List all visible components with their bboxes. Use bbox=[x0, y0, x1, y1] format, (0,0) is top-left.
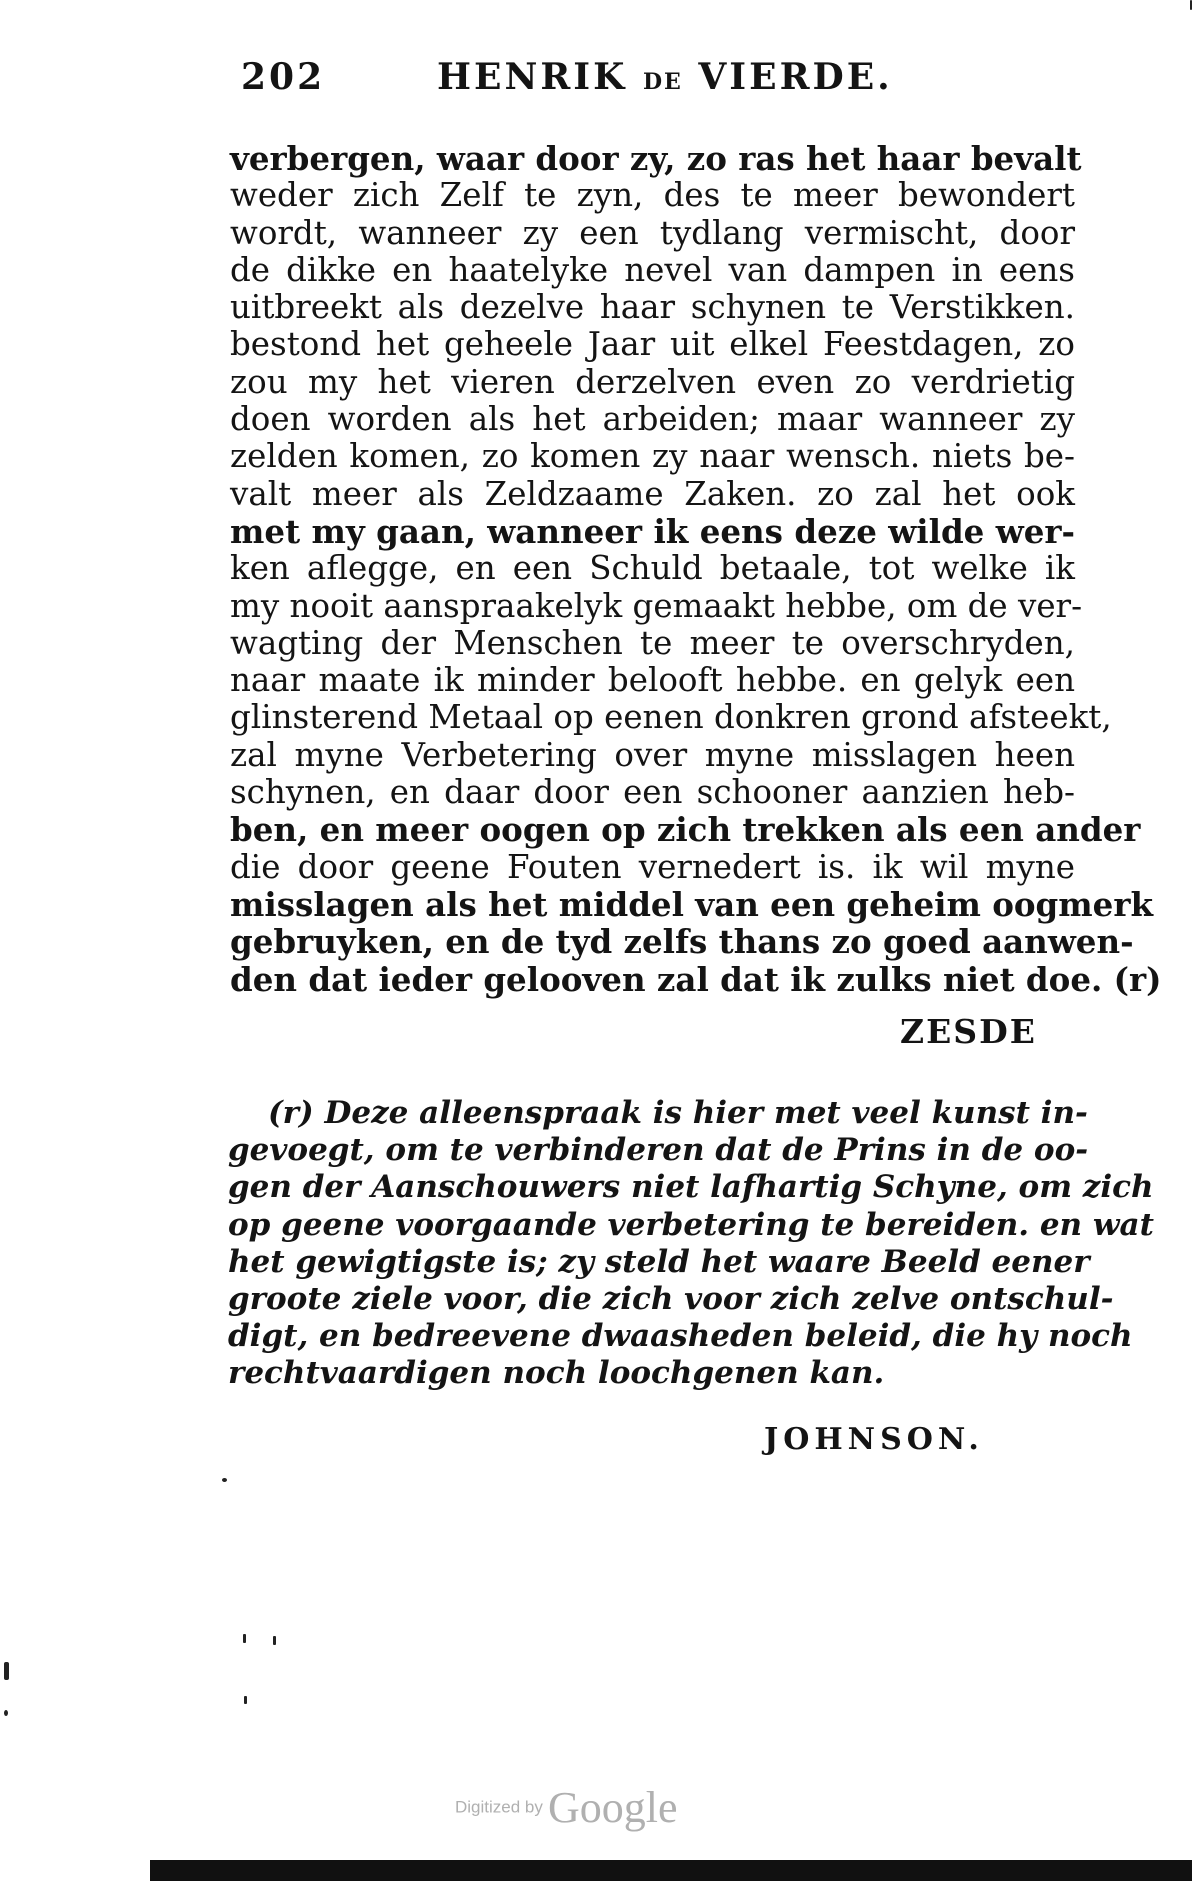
text-line: die door geene Fouten vernedert is. ik wil myne bbox=[230, 847, 1075, 886]
text-line: valt meer als Zeldzaame Zaken. zo zal het ook bbox=[230, 474, 1075, 513]
footnote-line: het gewigtigste is; zy steld het waare Beeld eener bbox=[228, 1243, 1090, 1280]
text-line: zal myne Verbetering over myne misslagen heen bbox=[230, 735, 1075, 774]
watermark-brand: Google bbox=[547, 1783, 678, 1832]
text-line: schynen, en daar door een schooner aanzien heb- bbox=[230, 773, 1075, 812]
text-line: wordt, wanneer zy een tydlang vermischt, door bbox=[230, 213, 1075, 252]
text-line: ken aflegge, en een Schuld betaale, tot welke ik bbox=[230, 549, 1075, 588]
running-title-small: DE bbox=[642, 69, 683, 95]
ink-speck bbox=[4, 1662, 9, 1680]
footnote-line: digt, en bedreevene dwaasheden beleid, die hy noch bbox=[228, 1318, 1133, 1355]
footnote-line: groote ziele voor, die zich voor zich zelve ontschul- bbox=[228, 1280, 1114, 1317]
text-line: gebruyken, en de tyd zelfs thans zo goed aanwen- bbox=[230, 922, 1134, 962]
text-line: ben, en meer oogen op zich trekken als een ander bbox=[230, 810, 1141, 850]
text-line: verbergen, waar door zy, zo ras het haar bevalt bbox=[230, 139, 1082, 178]
running-title-part1: HENRIK bbox=[437, 56, 628, 98]
ink-speck bbox=[4, 1710, 8, 1716]
footnote-line: op geene voorgaande verbetering te bereiden. en wat bbox=[228, 1206, 1154, 1243]
footnote-line: (r) Deze alleenspraak is hier met veel kunst in- bbox=[268, 1095, 1088, 1131]
text-line: den dat ieder gelooven zal dat ik zulks niet doe. (r) bbox=[230, 959, 1162, 999]
ink-speck bbox=[273, 1636, 276, 1645]
running-header bbox=[241, 56, 931, 106]
ink-speck bbox=[244, 1696, 247, 1704]
text-line: met my gaan, wanneer ik eens deze wilde wer- bbox=[230, 511, 1075, 551]
digitized-watermark bbox=[455, 1782, 678, 1833]
page-number: 202 bbox=[241, 56, 326, 98]
text-line: wagting der Menschen te meer te overschryden, bbox=[230, 623, 1075, 662]
text-line: bestond het geheele Jaar uit elkel Feestdagen, zo bbox=[230, 325, 1075, 364]
text-line: doen worden als het arbeiden; maar wanneer zy bbox=[230, 400, 1075, 439]
text-line: naar maate ik minder belooft hebbe. en gelyk een bbox=[230, 661, 1075, 700]
attribution: JOHNSON. bbox=[764, 1422, 984, 1457]
text-line: weder zich Zelf te zyn, des te meer bewondert bbox=[230, 176, 1075, 215]
scan-edge-bar bbox=[150, 1860, 1192, 1881]
text-line: zou my het vieren derzelven even zo verdrietig bbox=[230, 362, 1075, 401]
text-line: glinsterend Metaal op eenen donkren grond afsteekt, bbox=[230, 698, 1112, 737]
footnote-line: rechtvaardigen noch loochgenen kan. bbox=[228, 1355, 885, 1392]
text-line: de dikke en haatelyke nevel van dampen in eens bbox=[230, 250, 1075, 289]
catchword: ZESDE bbox=[900, 1012, 1037, 1051]
watermark-prefix: Digitized by bbox=[455, 1797, 543, 1817]
footnote-line: gen der Aanschouwers niet lafhartig Schyne, om zich bbox=[228, 1169, 1154, 1206]
text-line: misslagen als het middel van een geheim oogmerk bbox=[230, 884, 1153, 924]
text-line: uitbreekt als dezelve haar schynen te Verstikken. bbox=[230, 288, 1075, 327]
ink-speck bbox=[243, 1634, 246, 1643]
main-text bbox=[230, 139, 1162, 999]
ink-speck bbox=[222, 1478, 227, 1482]
text-line: zelden komen, zo komen zy naar wensch. niets be- bbox=[230, 437, 1075, 476]
running-title bbox=[437, 56, 893, 98]
footnote bbox=[228, 1095, 1154, 1393]
footnote-line: gevoegt, om te verbinderen dat de Prins in de oo- bbox=[228, 1132, 1089, 1169]
running-title-part2: VIERDE. bbox=[698, 56, 893, 98]
text-line: my nooit aanspraakelyk gemaakt hebbe, om de ver- bbox=[230, 586, 1083, 625]
